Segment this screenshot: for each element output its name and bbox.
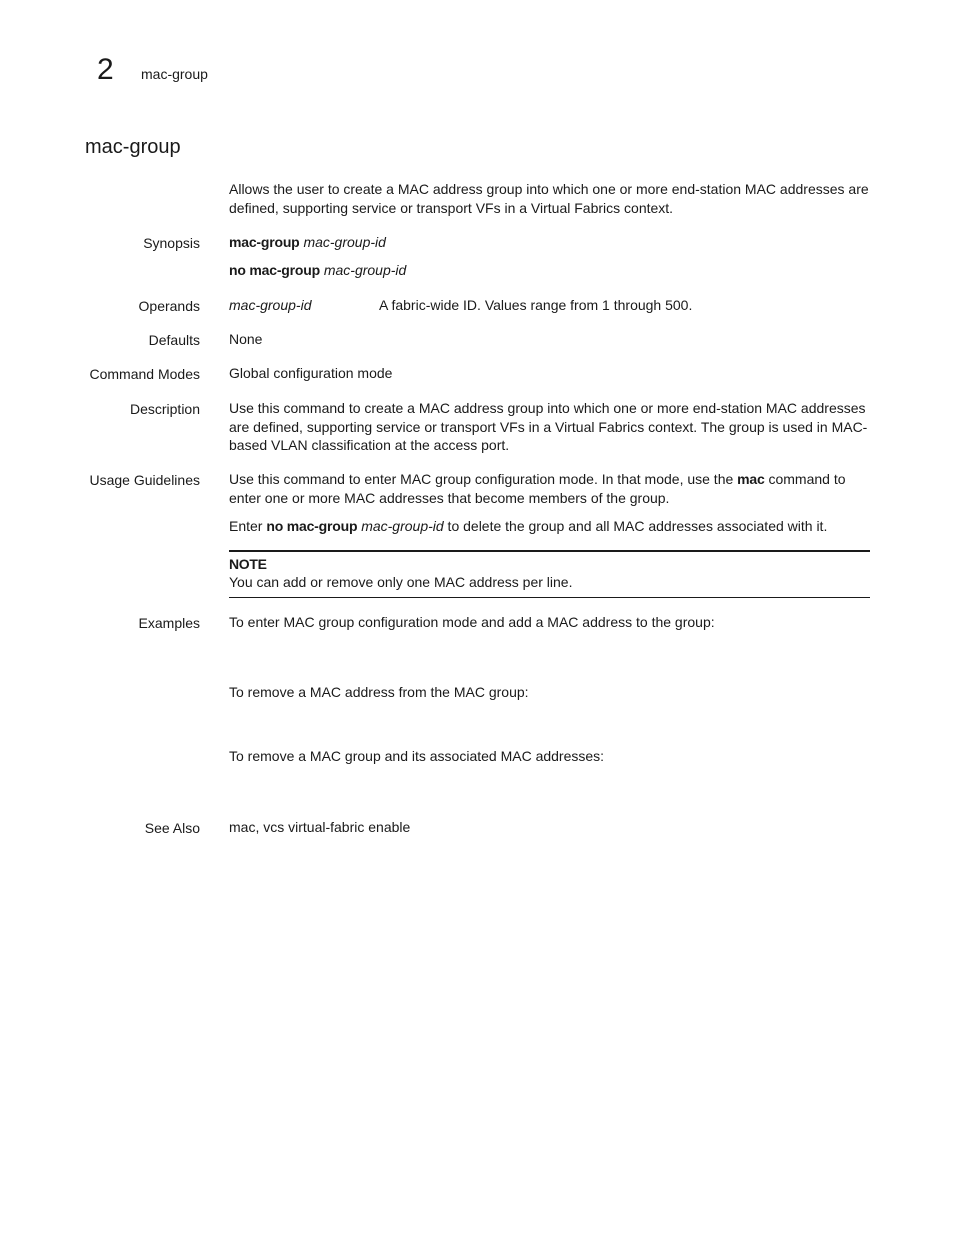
running-header: mac-group	[141, 66, 208, 82]
note-box	[229, 550, 870, 598]
synopsis-argument: mac-group-id	[303, 234, 386, 250]
note-label: NOTE	[229, 556, 267, 572]
description-text: Use this command to create a MAC address group into which one or more end-station MAC addresses are defined, supporting service or transport VFs in a Virtual Fabrics context. The group is used in MAC-based VLAN classification at the access port.	[229, 400, 868, 453]
example-1-text: To enter MAC group configuration mode and add a MAC address to the group:	[229, 614, 715, 630]
example-2-text: To remove a MAC address from the MAC group:	[229, 684, 529, 700]
see-also-label: See Also	[144, 820, 200, 836]
description-label: Description	[129, 401, 200, 417]
usage-guidelines-label: Usage Guidelines	[89, 472, 200, 488]
defaults-text: None	[229, 331, 263, 347]
synopsis-label: Synopsis	[143, 235, 200, 251]
synopsis-line-2	[229, 261, 871, 280]
synopsis-no-argument: mac-group-id	[323, 262, 407, 278]
usage-text: command to enter one or more MAC addresses that become members of the group.	[229, 471, 846, 506]
usage-argument: mac-group-id	[361, 518, 444, 534]
note-text: You can add or remove only one MAC address per line.	[229, 574, 573, 590]
usage-paragraph-1	[229, 470, 871, 507]
chapter-number: 2	[97, 53, 114, 86]
synopsis-line-1	[229, 233, 871, 252]
usage-text: to delete the group and all MAC addresses associated with it.	[443, 518, 828, 534]
see-also-text: mac, vcs virtual-fabric enable	[229, 819, 411, 835]
operand-description: A fabric-wide ID. Values range from 1 through 500.	[379, 297, 693, 313]
command-modes-text: Global configuration mode	[229, 365, 393, 381]
usage-paragraph-2	[229, 517, 871, 536]
command-modes-label: Command Modes	[89, 366, 200, 382]
operands-label: Operands	[138, 298, 200, 314]
examples-label: Examples	[138, 615, 200, 631]
usage-mac-keyword: mac	[737, 471, 765, 487]
usage-no-mac-group-keyword: no mac-group	[266, 518, 358, 534]
synopsis-command: mac-group	[229, 234, 300, 250]
defaults-label: Defaults	[148, 332, 200, 348]
synopsis-no-command: no mac-group	[229, 262, 320, 278]
intro-paragraph: Allows the user to create a MAC address group into which one or more end-station MAC addresses are defined, supporting service or transport VFs in a Virtual Fabrics context.	[229, 181, 869, 216]
usage-text: Enter	[229, 518, 267, 534]
page-title: mac-group	[85, 136, 181, 158]
example-3-text: To remove a MAC group and its associated MAC addresses:	[229, 748, 605, 764]
usage-text: Use this command to enter MAC group configuration mode. In that mode, use the	[229, 471, 738, 487]
operand-name: mac-group-id	[229, 297, 312, 313]
